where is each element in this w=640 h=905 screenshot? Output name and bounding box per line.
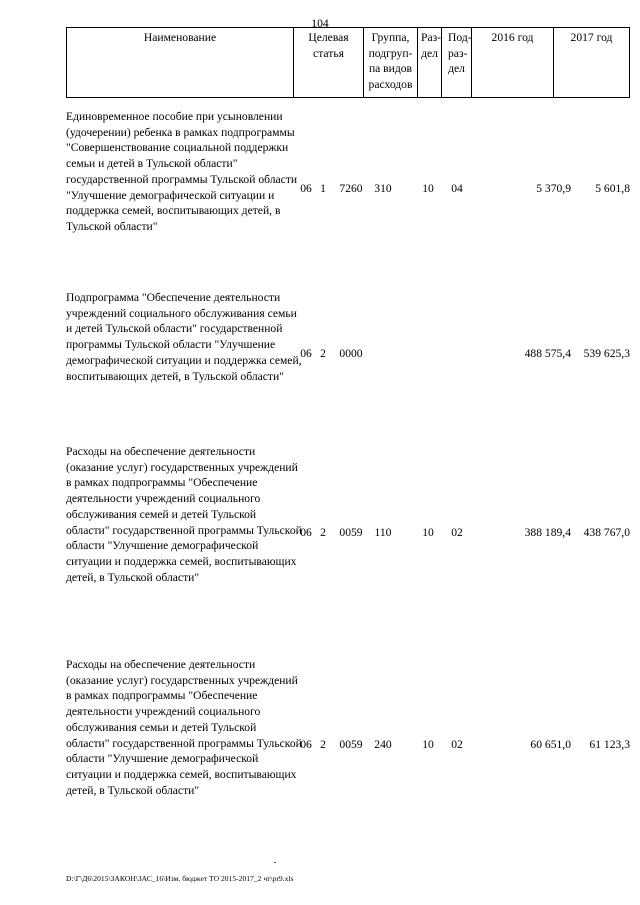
direction-code: 7260 — [339, 182, 363, 195]
subprogram-code: 2 — [320, 738, 326, 751]
expense-group: 240 — [374, 738, 392, 751]
header-target-article: Целевая статья — [293, 28, 363, 97]
subprogram-code: 2 — [320, 347, 326, 360]
amount-2017: 539 625,3 — [583, 347, 630, 360]
subsection-code: 02 — [451, 526, 463, 539]
section-code: 10 — [422, 738, 434, 751]
amount-2017: 5 601,8 — [595, 182, 630, 195]
row-name: Расходы на обеспечение деятельности (оказание услуг) государственных учреждений в рамках подпрограммы "Обеспечение деятельности учреждений социального обслуживания семьи и детей Тульской области" государственной программы Тульской области "Улучшение демографической ситуации и поддержка семей, воспитывающих детей, в Тульской области" — [66, 658, 302, 797]
direction-code: 0059 — [339, 526, 363, 539]
row-name: Подпрограмма "Обеспечение деятельности учреждений социального обслуживания семьи и детей Тульской области" государственной программы Тульской области "Улучшение демографической ситуации и поддержка семей, воспитывающих детей, в Тульской области" — [66, 291, 302, 383]
table-row — [66, 109, 630, 269]
amount-2017: 438 767,0 — [583, 526, 630, 539]
subsection-code: 02 — [451, 738, 463, 751]
row-name: Расходы на обеспечение деятельности (оказание услуг) государственных учреждений в рамках подпрограммы "Обеспечение деятельности учреждений социального обслуживания семей и детей Тульской области" государственной программы Тульской области "Улучшение демографической ситуации и поддержка семей, воспитывающих детей, в Тульской области" — [66, 445, 302, 584]
table-row — [66, 290, 630, 420]
amount-2016: 5 370,9 — [536, 182, 571, 195]
section-code: 10 — [422, 526, 434, 539]
program-code: 06 — [300, 182, 312, 195]
subprogram-code: 2 — [320, 526, 326, 539]
program-code: 06 — [300, 738, 312, 751]
program-code: 06 — [300, 347, 312, 360]
direction-code: 0059 — [339, 738, 363, 751]
header-2016: 2016 год — [471, 28, 553, 97]
header-2017: 2017 год — [553, 28, 629, 97]
direction-code: 0000 — [339, 347, 363, 360]
header-expense-group: Группа, подгруп-па видов расходов — [363, 28, 417, 97]
row-name: Единовременное пособие при усыновлении (удочерении) ребенка в рамках подпрограммы "Совершенствование социальной поддержки семьи и детей в Тульской области" государственной программы Тульской области "Улучшение демографической ситуации и поддержка семей, воспитывающих детей, в Тульской области" — [66, 110, 298, 233]
amount-2016: 60 651,0 — [530, 738, 571, 751]
subprogram-code: 1 — [320, 182, 326, 195]
file-path-footer: D:\Г\Д6\2015\ЗАКОН\ЗАС_16\Изм. бюджет ТО 2015-2017_2 чт\pr9.xls — [66, 874, 294, 883]
header-section: Раз-дел — [417, 28, 441, 97]
table-row — [66, 444, 630, 624]
amount-2017: 61 123,3 — [589, 738, 630, 751]
table-row — [66, 657, 630, 837]
amount-2016: 488 575,4 — [524, 347, 571, 360]
expense-group: 110 — [374, 526, 392, 539]
header-name: Наименование — [143, 31, 217, 44]
program-code: 06 — [300, 526, 312, 539]
page-number: 104 — [311, 17, 329, 30]
header-subsection: Под-раз-дел — [441, 28, 471, 97]
section-code: 10 — [422, 182, 434, 195]
expense-group: 310 — [374, 182, 392, 195]
footer-dot — [274, 862, 276, 863]
amount-2016: 388 189,4 — [524, 526, 571, 539]
table-header — [66, 27, 630, 98]
subsection-code: 04 — [451, 182, 463, 195]
